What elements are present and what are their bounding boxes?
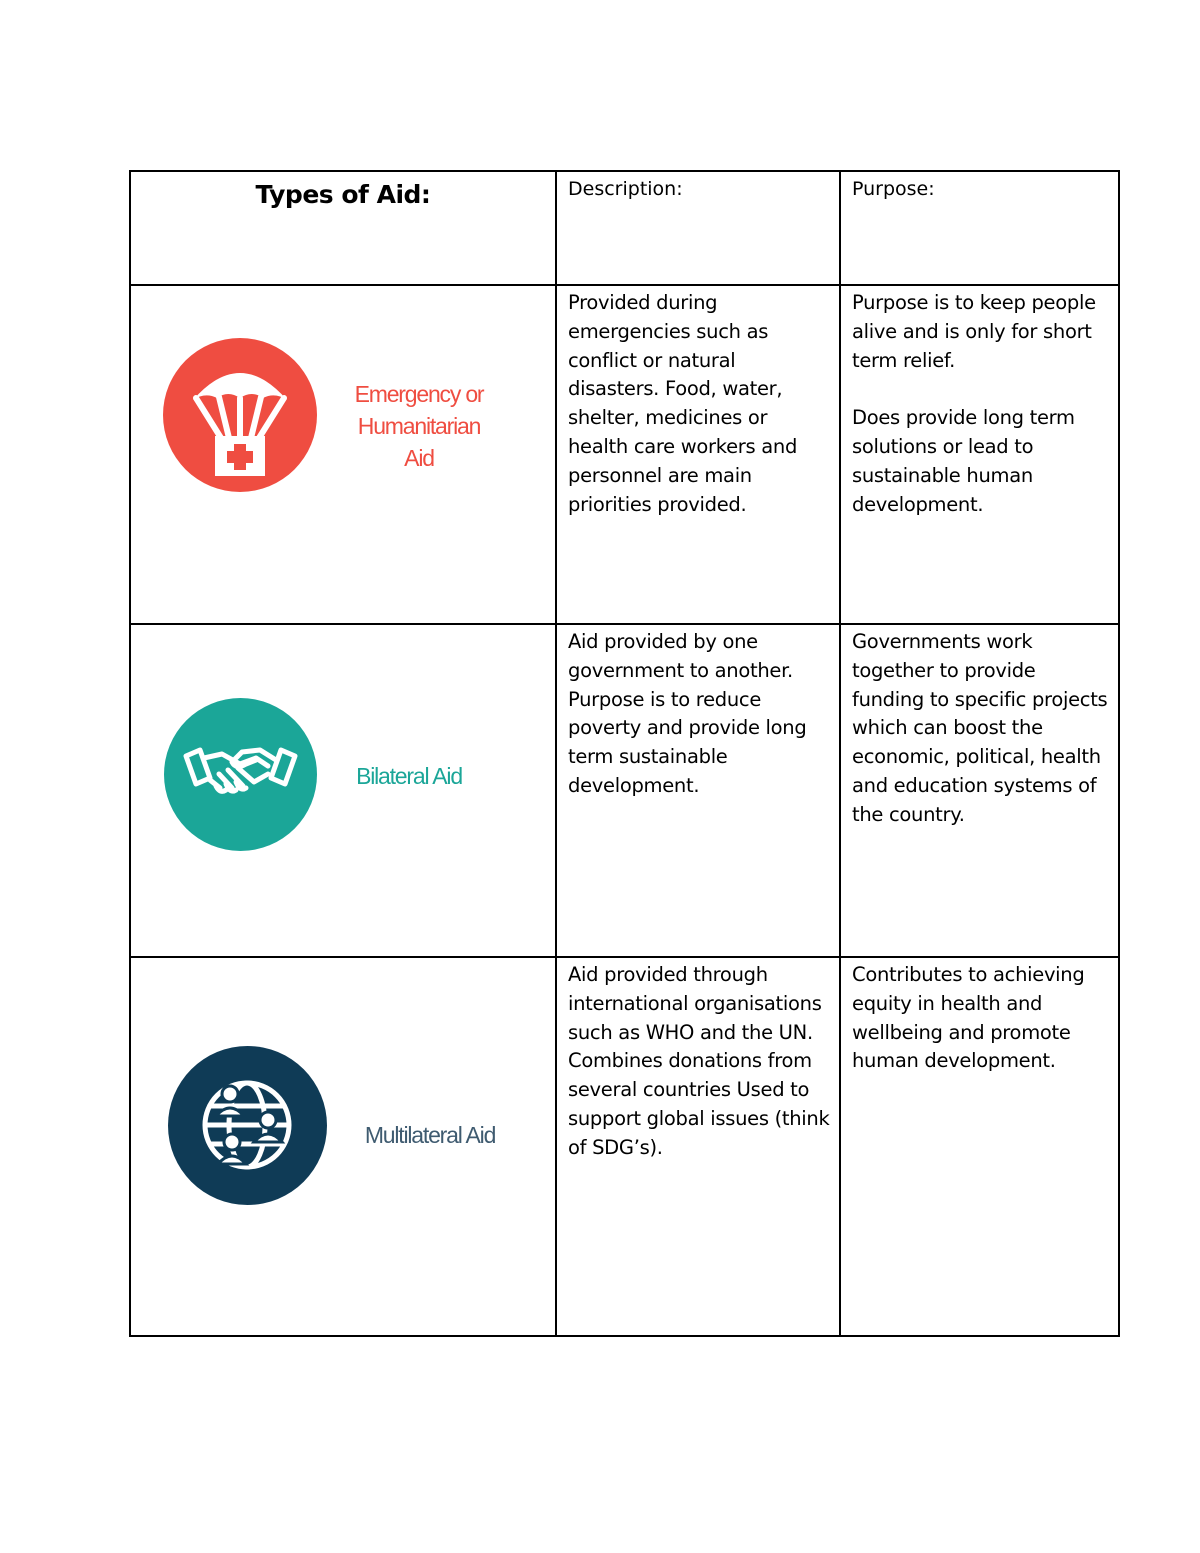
- parachute-aid-icon: [163, 338, 317, 492]
- purpose-cell: Contributes to achieving equity in health and wellbeing and promote human development.: [840, 957, 1119, 1336]
- description-cell: Provided during emergencies such as conflict or natural disasters. Food, water, shelter, medicines or health care workers and personnel are main priorities provided.: [556, 285, 840, 624]
- aid-type-cell: [130, 285, 556, 624]
- table-header-row: [130, 171, 1119, 285]
- table-row: [130, 285, 1119, 624]
- aid-type-cell: [130, 957, 556, 1336]
- aid-type-label: Multilateral Aid: [364, 1122, 496, 1148]
- table-row: [130, 957, 1119, 1336]
- aid-type-label: Bilateral Aid: [356, 763, 462, 789]
- description-cell: Aid provided by one government to another. Purpose is to reduce poverty and provide long term sustainable development.: [556, 624, 840, 957]
- description-cell: Aid provided through international organisations such as WHO and the UN. Combines donations from several countries Used to support global issues (think of SDG’s).: [556, 957, 840, 1336]
- header-description: Description:: [556, 171, 840, 285]
- purpose-cell: Purpose is to keep people alive and is only for short term relief. Does provide long term solutions or lead to sustainable human development.: [840, 285, 1119, 624]
- header-types: Types of Aid:: [130, 171, 556, 285]
- header-purpose: Purpose:: [840, 171, 1119, 285]
- table-row: [130, 624, 1119, 957]
- aid-type-label: Emergency or Humanitarian Aid: [354, 381, 484, 471]
- handshake-icon: [164, 698, 317, 851]
- purpose-cell: Governments work together to provide funding to specific projects which can boost the economic, political, health and education systems of the country.: [840, 624, 1119, 957]
- globe-people-icon: [168, 1046, 327, 1205]
- aid-type-cell: [130, 624, 556, 957]
- aid-types-table: [129, 170, 1120, 1337]
